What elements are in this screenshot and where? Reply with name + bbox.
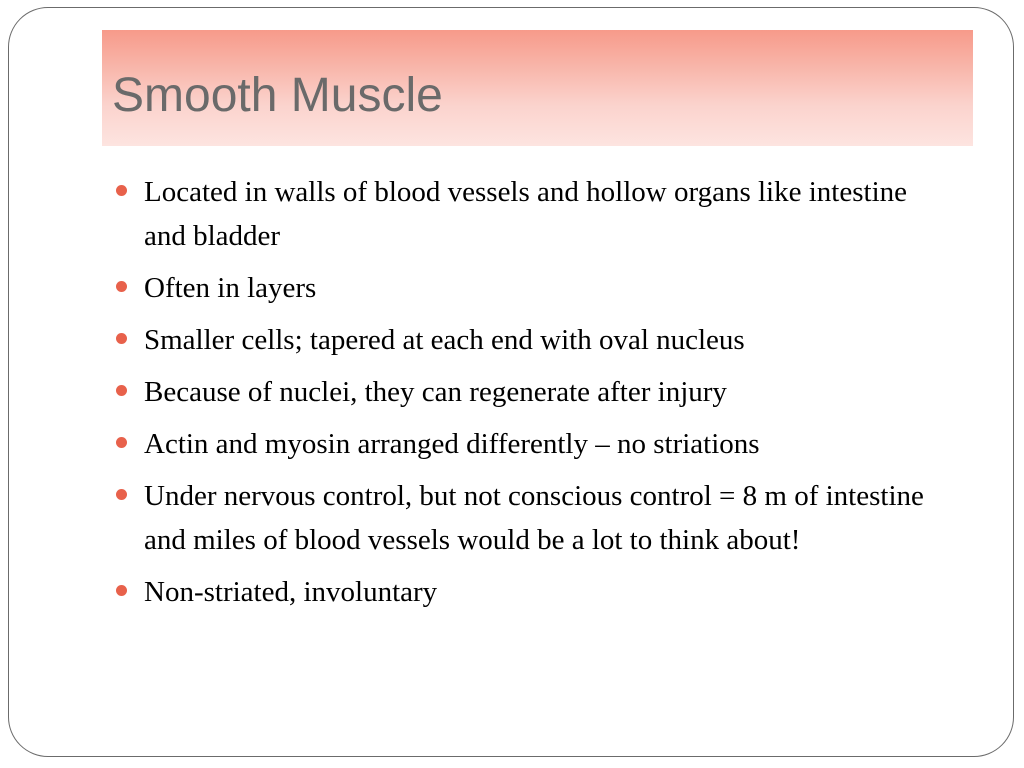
bullet-text: Smaller cells; tapered at each end with oval nucleus [144, 324, 745, 356]
bullet-item [116, 370, 946, 414]
bullet-text: Located in walls of blood vessels and hollow organs like intestine and bladder [144, 176, 907, 252]
bullet-text: Often in layers [144, 272, 317, 304]
bullet-text: Under nervous control, but not conscious control = 8 m of intestine and miles of blood vessels would be a lot to think about! [144, 480, 924, 556]
bullet-dot-icon [116, 185, 127, 196]
bullet-dot-icon [116, 281, 127, 292]
slide-title: Smooth Muscle [112, 69, 443, 122]
bullet-dot-icon [116, 585, 127, 596]
bullet-item [116, 570, 946, 614]
bullet-text: Actin and myosin arranged differently – no striations [144, 428, 760, 460]
bullet-item [116, 318, 946, 362]
bullet-dot-icon [116, 333, 127, 344]
bullet-item [116, 266, 946, 310]
bullet-list [116, 170, 946, 622]
bullet-dot-icon [116, 385, 127, 396]
bullet-item [116, 422, 946, 466]
bullet-text: Non-striated, involuntary [144, 576, 438, 608]
bullet-item [116, 474, 946, 562]
bullet-text: Because of nuclei, they can regenerate after injury [144, 376, 727, 408]
bullet-item [116, 170, 946, 258]
bullet-dot-icon [116, 489, 127, 500]
bullet-dot-icon [116, 437, 127, 448]
title-banner [102, 30, 973, 146]
